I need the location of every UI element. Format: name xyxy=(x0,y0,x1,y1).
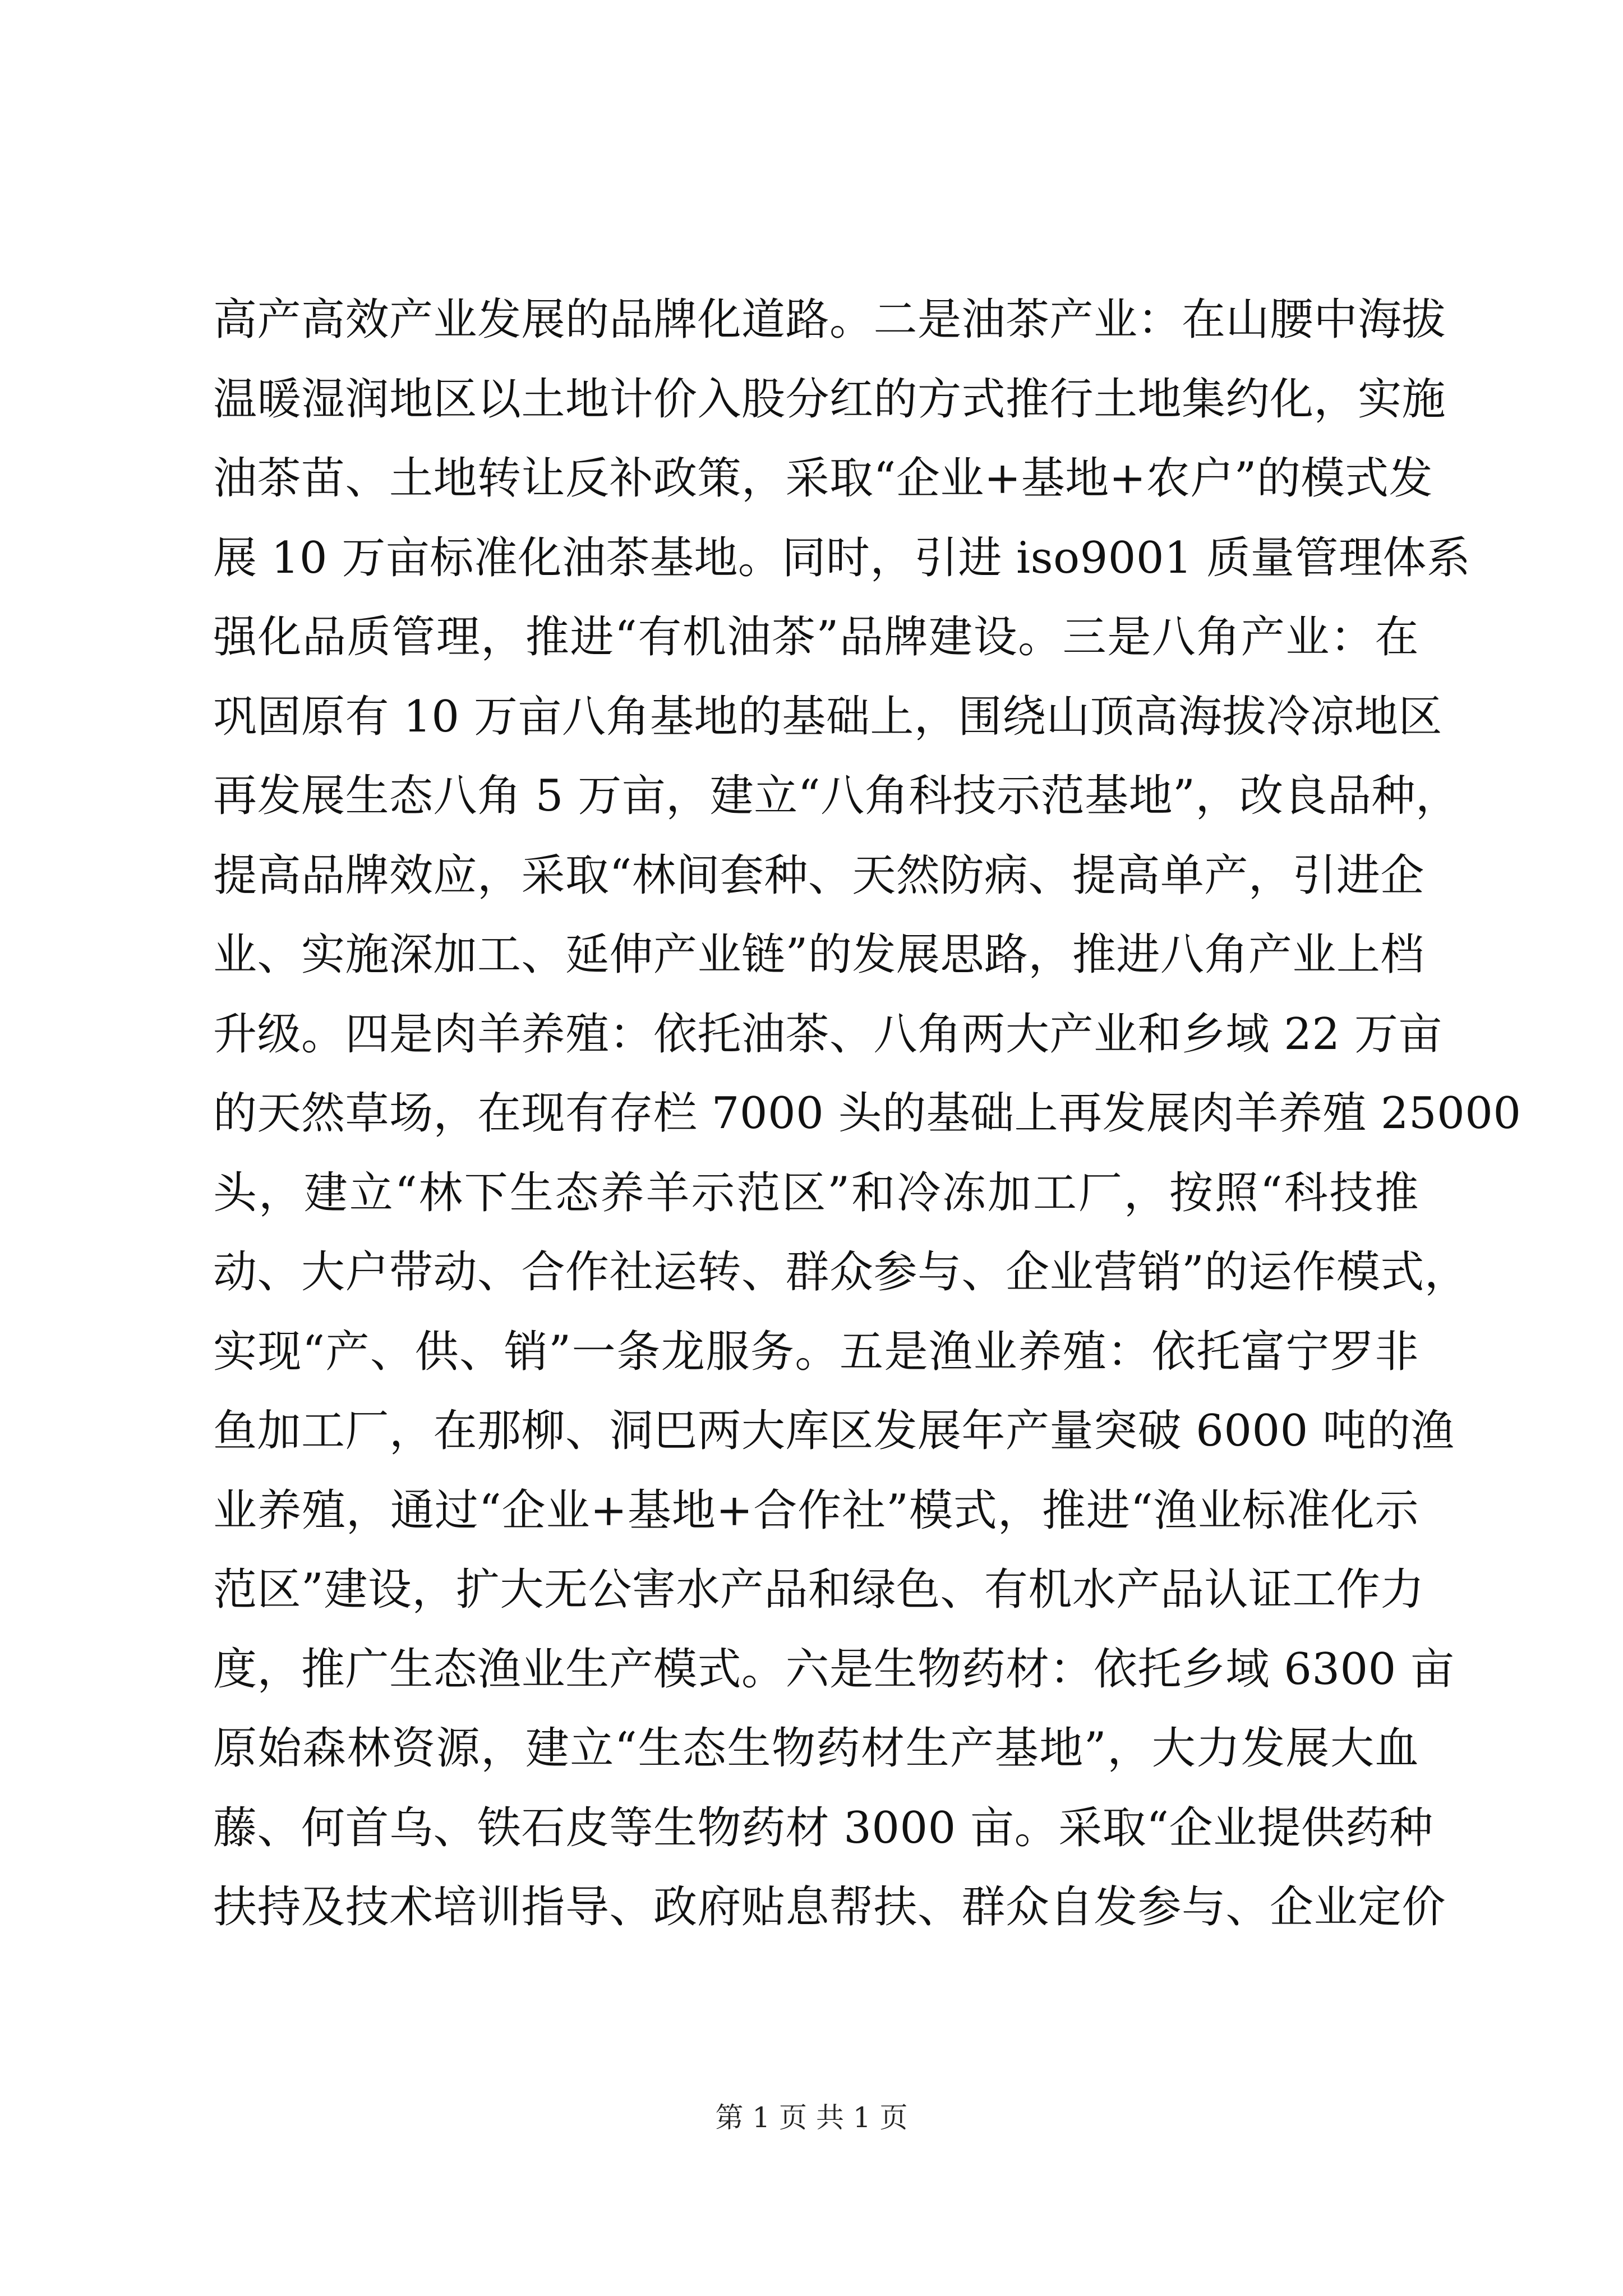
page-footer xyxy=(0,2098,1623,2137)
document-body xyxy=(213,280,1521,1948)
text-line: 温暖湿润地区以土地计价入股分红的方式推行土地集约化，实施 xyxy=(213,374,1446,425)
text-line: 原始森林资源，建立“生态生物药材生产基地”，大力发展大血 xyxy=(213,1723,1419,1774)
text-line: 鱼加工厂，在那柳、洞巴两大库区发展年产量突破 6000 吨的渔 xyxy=(213,1406,1455,1456)
text-line: 藤、何首乌、铁石皮等生物药材 3000 亩。采取“企业提供药种 xyxy=(213,1802,1433,1853)
text-line: 提高品牌效应，采取“林间套种、天然防病、提高单产，引进企 xyxy=(213,850,1424,901)
text-line: 强化品质管理，推进“有机油茶”品牌建设。三是八角产业：在 xyxy=(213,612,1419,662)
text-line: 展 10 万亩标准化油茶基地。同时，引进 iso9001 质量管理体系 xyxy=(213,532,1471,583)
text-line: 动、大户带动、合作社运转、群众参与、企业营销”的运作模式， xyxy=(213,1247,1469,1297)
text-line: 升级。四是肉羊养殖：依托油茶、八角两大产业和乡域 22 万亩 xyxy=(213,1009,1442,1060)
text-line: 的天然草场，在现有存栏 7000 头的基础上再发展肉羊养殖 25000 xyxy=(213,1088,1521,1139)
page-number-label: 第 1 页 共 1 页 xyxy=(715,2101,908,2134)
text-line: 度，推广生态渔业生产模式。六是生物药材：依托乡域 6300 亩 xyxy=(213,1644,1455,1695)
text-line: 再发展生态八角 5 万亩，建立“八角科技示范基地”，改良品种， xyxy=(213,771,1460,821)
text-line: 范区”建设，扩大无公害水产品和绿色、有机水产品认证工作力 xyxy=(213,1565,1424,1615)
text-line: 业养殖，通过“企业+基地+合作社”模式，推进“渔业标准化示 xyxy=(213,1485,1419,1536)
text-line: 头，建立“林下生态养羊示范区”和冷冻加工厂，按照“科技推 xyxy=(213,1167,1419,1218)
text-line: 高产高效产业发展的品牌化道路。二是油茶产业：在山腰中海拔 xyxy=(213,295,1446,345)
text-line: 扶持及技术培训指导、政府贴息帮扶、群众自发参与、企业定价 xyxy=(213,1882,1446,1932)
text-line: 油茶苗、土地转让反补政策，采取“企业+基地+农户”的模式发 xyxy=(213,453,1433,504)
text-line: 巩固原有 10 万亩八角基地的基础上，围绕山顶高海拔冷凉地区 xyxy=(213,691,1442,742)
text-line: 实现“产、供、销”一条龙服务。五是渔业养殖：依托富宁罗非 xyxy=(213,1326,1419,1377)
text-line: 业、实施深加工、延伸产业链”的发展思路，推进八角产业上档 xyxy=(213,930,1424,980)
